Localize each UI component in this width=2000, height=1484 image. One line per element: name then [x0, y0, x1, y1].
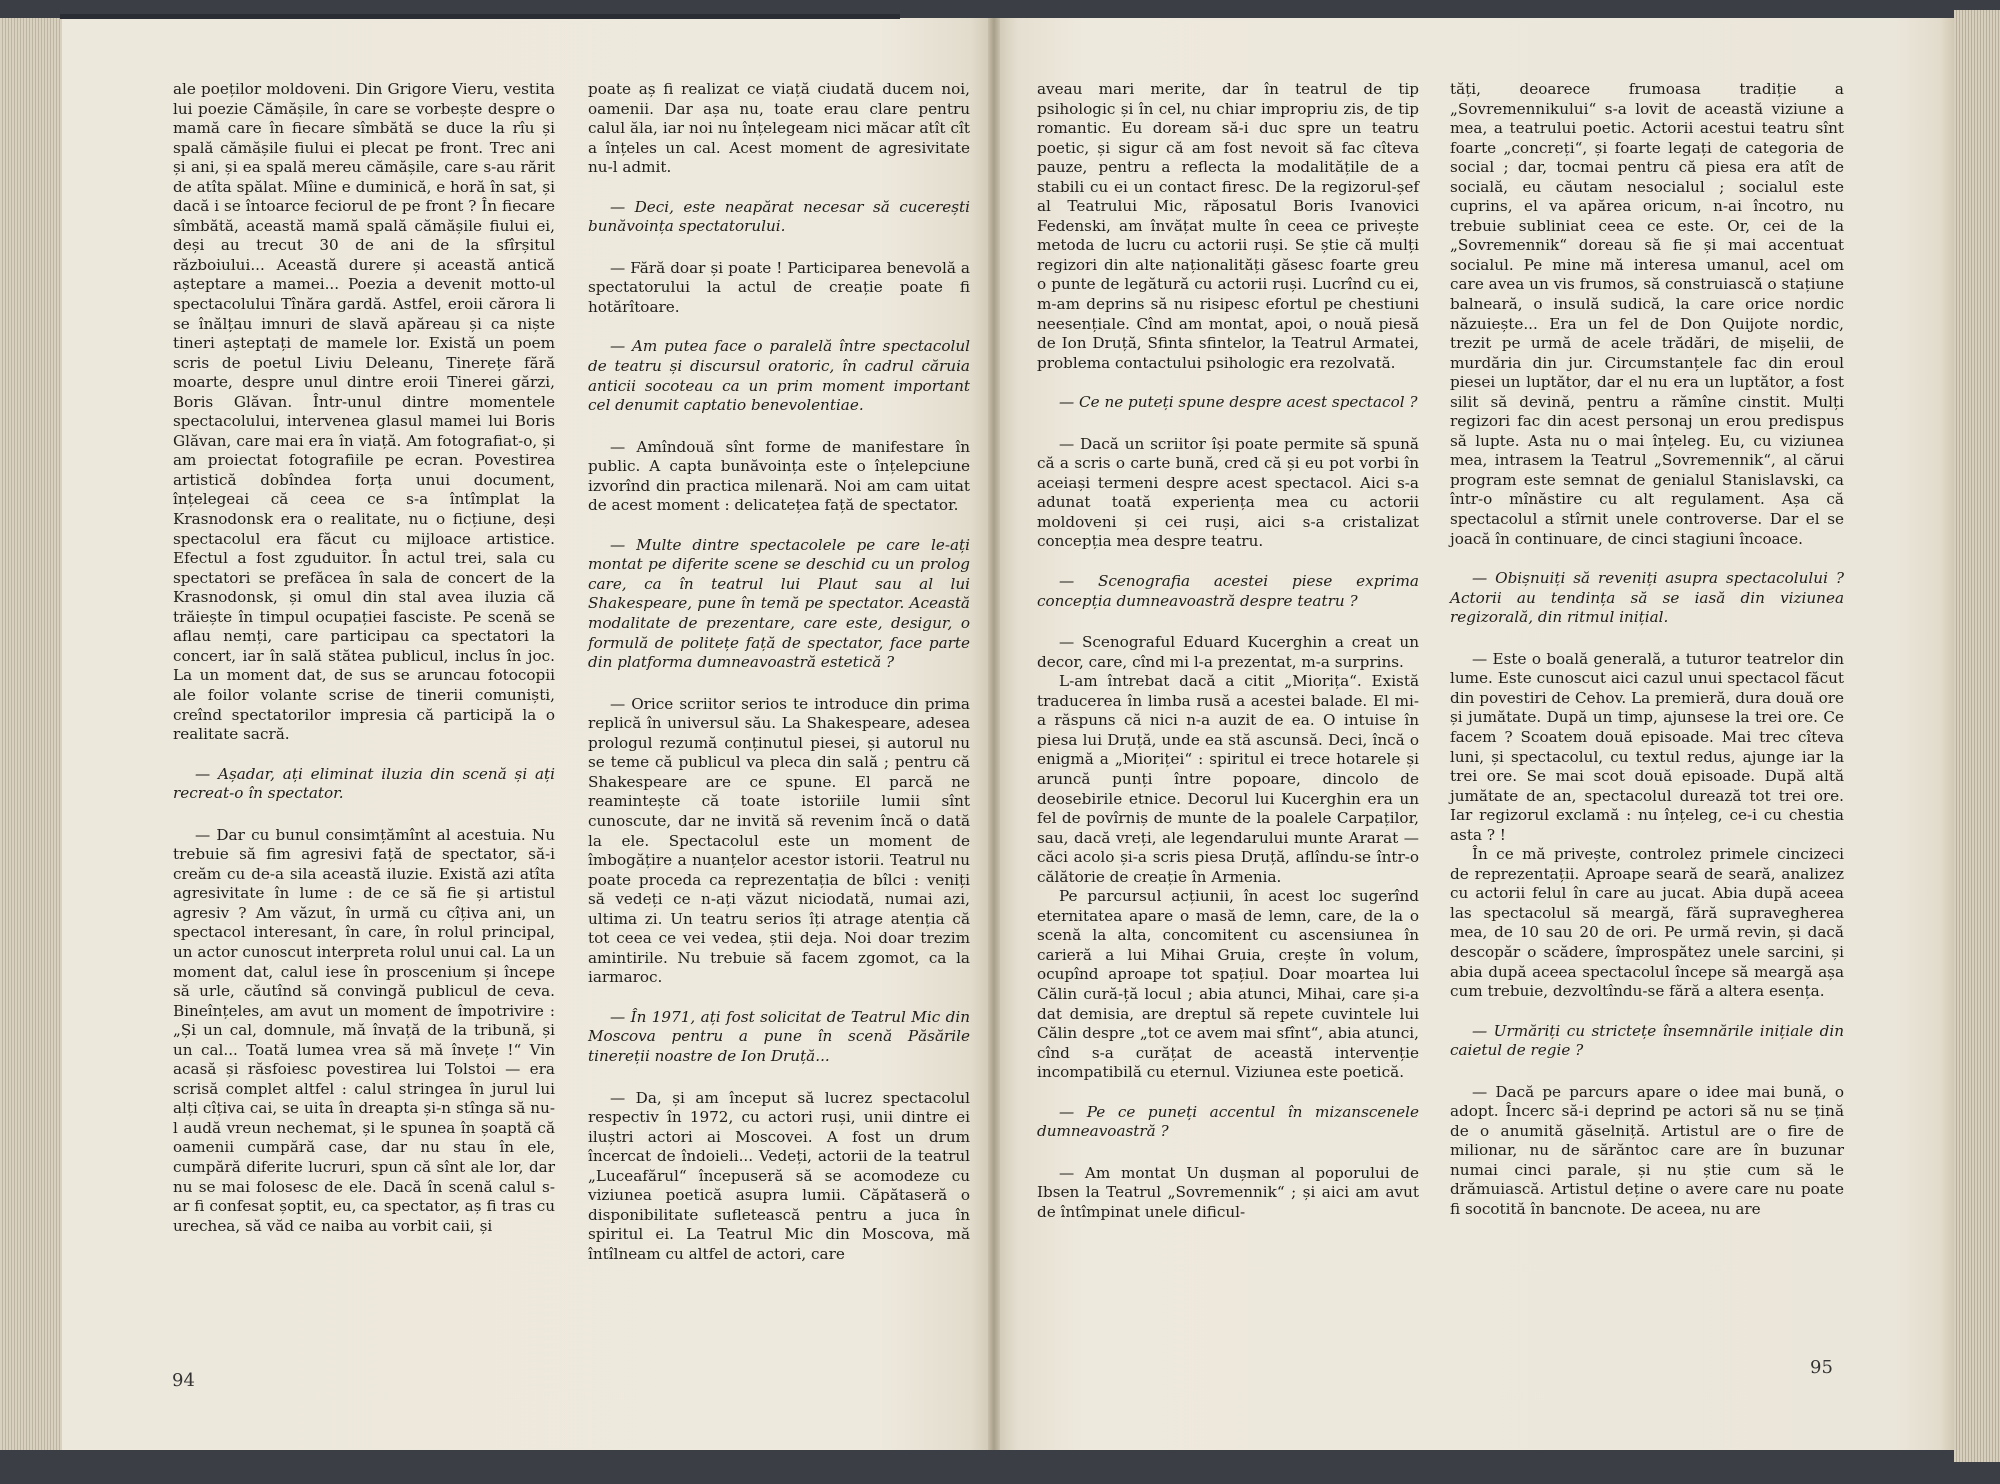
- interview-question: — Urmăriți cu strictețe însemnările inițiale din caietul de regie ?: [1450, 1021, 1844, 1060]
- book-page-edges-right: [1954, 10, 2000, 1462]
- text-column-1: [173, 80, 555, 1236]
- interview-question: — Deci, este neapărat necesar să cucerești bunăvoința spectatorului.: [588, 197, 970, 236]
- paragraph: — Este o boală generală, a tuturor teatrelor din lume. Este cunoscut aici cazul unui spectacol făcut din povestiri de Cehov. La premieră, dura două ore și jumătate. După un timp, ajunsese la trei ore. Ce facem ? Scoatem două episoade. Mai trec cîteva luni, și spectacolul, cu textul redus, ajunge iar la trei ore. Se mai scot două episoade. După altă jumătate de an, spectacolul durează tot trei ore. Iar regizorul exclamă : nu înțeleg, ce-i cu chestia asta ? !: [1450, 649, 1844, 844]
- interview-question: — Obișnuiți să reveniți asupra spectacolului ? Actorii au tendința să se iasă din viziunea regizorală, din ritmul inițial.: [1450, 569, 1844, 627]
- paragraph: ale poeților moldoveni. Din Grigore Vieru, vestita lui poezie Cămășile, în care se vorbește despre o mamă care în fiecare sîmbătă se duce la rîu și spală cămășile fiului ei plecat pe front. Trec ani și ani, și ea spală mereu cămășile, care s-au rărit de atîta spălat. Mîine e duminică, e horă în sat, și dacă i se întoarce feciorul de pe front ? În fiecare sîmbătă, această mamă spală cămășile fiului ei, deși au trecut 30 de ani de la sfîrșitul războiului... Această durere și această antică așteptare a mamei... Poezia a devenit motto-ul spectacolului Tînăra gardă. Astfel, eroii cărora li se înălțau imnuri de slavă apăreau și ca niște tineri așteptați de mamele lor. Există un poem scris de poetul Liviu Deleanu, Tinerețe fără moarte, despre unul dintre eroii Tinerei gărzi, Boris Glăvan. Într-unul dintre momentele spectacolului, intervenea glasul mamei lui Boris Glăvan, care mai era în viață. Am fotografiat-o, și am proiectat fotografiile pe ecran. Povestirea artistică dobîndea forța unui document, înțelegeai că ceea ce s-a întîmplat la Krasnodonsk era o realitate, nu o ficțiune, deși spectacolul era făcut cu mijloace artistice. Efectul a fost zguduitor. În actul trei, sala cu spectatori se prefăcea în sala de concert de la Krasnodonsk, și omul din stal avea iluzia că trăiește în timpul ocupației fasciste. Pe scenă se aflau nemți, care participau ca spectatori la concert, iar în sală stătea publicul, inclus în joc. La un moment dat, de sus se aruncau fotocopii ale foilor volante scrise de tinerii comuniști, creînd spectatorilor impresia că participă la o realitate sacră.: [173, 80, 555, 744]
- paragraph: — Am montat Un dușman al poporului de Ibsen la Teatrul „Sovremennik“ ; și aici am avut de întîmpinat unele dificul-: [1037, 1163, 1419, 1221]
- interview-question: — Scenografia acestei piese exprima concepția dumneavoastră despre teatru ?: [1037, 572, 1419, 610]
- paragraph: — Dar cu bunul consimțămînt al acestuia. Nu trebuie să fim agresivi față de spectator, să-i creăm cu de-a sila această iluzie. Există azi atîta agresivitate în lume : de ce să fie și artistul agresiv ? Am văzut, în urmă cu cîțiva ani, un spectacol interesant, în care, în rolul principal, un actor cunoscut interpreta rolul unui cal. La un moment dat, calul iese în proscenium și începe să urle, căutînd să convingă publicul de ceva. Bineînțeles, am avut un moment de împotrivire : „Și un cal, domnule, mă învață de la tribună, și un cal... Toată lumea vrea să mă învețe !“ Vin acasă și răsfoiesc povestirea lui Tolstoi — era scrisă complet altfel : calul stringea în jurul lui alți cîțiva cai, se uita în dreapta și-n stînga să nu-l audă vreun nechemat, și le spunea în șoaptă că oamenii cumpără case, dar nu stau în ele, cumpără diferite lucruri, spun că sînt ale lor, dar nu se mai folosesc de ele. Dacă în scenă calul s-ar fi confesat șoptit, eu, ca spectator, aș fi tras cu urechea, să văd ce naiba au vorbit caii, și: [173, 825, 555, 1235]
- page-number-right: 95: [1810, 1357, 1833, 1378]
- paragraph: — Da, și am început să lucrez spectacolul respectiv în 1972, cu actori ruși, unii dintre ei iluștri actori ai Moscovei. A fost un drum încercat de îndoieli... Vedeți, actorii de la teatrul „Luceafărul“ începuseră să se acomodeze cu viziunea poetică asupra lumii. Căpătaseră o disponibilitate sufletească pentru a juca în spiritul ei. La Teatrul Mic din Moscova, mă întîlneam cu altfel de actori, care: [588, 1088, 970, 1263]
- interview-question: — Pe ce puneți accentul în mizanscenele dumneavoastră ?: [1037, 1102, 1419, 1141]
- paragraph: — Amîndouă sînt forme de manifestare în public. A capta bunăvoința este o înțelepciune izvorînd din practica milenară. Noi am cam uitat de acest moment : delicatețea față de spectator.: [588, 437, 970, 515]
- text-column-2: [588, 80, 970, 1264]
- interview-question: — Am putea face o paralelă între spectacolul de teatru și discursul oratoric, în cadrul căruia anticii socoteau ca un prim moment important cel denumit captatio benevolentiae.: [588, 337, 970, 415]
- interview-question: — În 1971, ați fost solicitat de Teatrul Mic din Moscova pentru a pune în scenă Păsările tinereții noastre de Ion Druță...: [588, 1007, 970, 1065]
- paragraph: — Orice scriitor serios te introduce din prima replică în universul său. La Shakespeare, adesea prologul rezumă conținutul piesei, și autorul nu se teme că publicul va pleca din sală ; pentru că Shakespeare are ce spune. El parcă ne reamintește că toate istoriile lumii sînt cunoscute, dar ne invită să revenim încă o dată la ele. Spectacolul este un moment de îmbogățire a nuanțelor acestor istorii. Teatrul nu poate proceda ca reprezentația de bîlci : veniți să vedeți ce n-ați văzut niciodată, numai azi, ultima zi. Un teatru serios îți atrage atenția că tot ceea ce vei vedea, știi deja. Noi doar trezim amintirile. Nu trebuie să facem zgomot, ca la iarmaroc.: [588, 694, 970, 987]
- paragraph: poate aș fi realizat ce viață ciudată ducem noi, oamenii. Dar așa nu, toate erau clare pentru calul ăla, iar noi nu înțelegeam nici măcar atît cît a înțeles un cal. Acest moment de agresivitate nu-l admit.: [588, 80, 970, 177]
- book-page-edges-left: [0, 18, 62, 1450]
- paragraph: tăți, deoarece frumoasa tradiție a „Sovremennikului“ s-a lovit de această viziune a mea, a teatrului poetic. Actorii acestui teatru sînt foarte „concreți“, și foarte legați de categoria de social ; dar, tocmai pentru că piesa era atît de socială, eu căutam nesocialul ; socialul este cuprins, el va apărea oricum, n-ai încotro, nu trebuie subliniat ceea ce este. Or, cei de la „Sovremennik“ doreau să fie și mai accentuat socialul. Pe mine mă interesa umanul, acel om care avea un vis frumos, să construiască o stațiune balneară, o insulă sudică, la care orice nordic năzuiește... Era un fel de Don Quijote nordic, trezit pe urmă de acele trădări, de mișelii, de murdăria din jur. Circumstanțele fac din eroul piesei un luptător, dar el nu era un luptător, a fost silit să devină, pentru a rămîne cinstit. Mulți regizori fac din acest personaj un erou predispus să lupte. Asta nu o mai înțeleg. Eu, cu viziunea mea, intrasem la Teatrul „Sovremennik“, al cărui program este semnat de genialul Stanislavski, ca într-o mînăstire cu alt regulament. Așa că spectacolul a stîrnit unele controverse. Dar el se joacă în continuare, de cinci stagiuni încoace.: [1450, 80, 1844, 548]
- text-column-4: [1450, 80, 1844, 1220]
- page-number-left: 94: [172, 1370, 195, 1391]
- paragraph: Pe parcursul acțiunii, în acest loc sugerînd eternitatea apare o masă de lemn, care, de la o scenă la alta, concomitent cu ascensiunea în carieră a lui Mihai Gruia, crește în volum, ocupînd aproape tot spațiul. Doar moartea lui Călin cură-ță locul ; abia atunci, Mihai, care și-a dat demisia, are dreptul să repete cuvintele lui Călin despre „tot ce avem mai sfînt“, abia atunci, cînd s-a curățat de această intervenție incompatibilă cu eternul. Viziunea este poetică.: [1037, 887, 1419, 1082]
- paragraph: În ce mă privește, controlez primele cincizeci de reprezentații. Aproape seară de seară, analizez cu actorii felul în care au jucat. Abia după aceea las spectacolul să meargă, fără supravegherea mea, de 10 sau 20 de ori. Pe urmă revin, și dacă descopăr o scădere, împrospătez unele sarcini, și abia după aceea spectacolul începe să meargă așa cum trebuie, dezvoltîndu-se fără a altera esența.: [1450, 845, 1844, 1001]
- book-spine: [988, 18, 1000, 1450]
- paragraph: — Dacă pe parcurs apare o idee mai bună, o adopt. Încerc să-i deprind pe actori să nu se țină de o anumită găselniță. Artistul are o fire de milionar, nu de sărăntoc care are în buzunar numai cinci parale, și nu știe cum să le drămuiască. Artistul deține o avere care nu poate fi socotită în bancnote. De aceea, nu are: [1450, 1082, 1844, 1218]
- paragraph: — Scenograful Eduard Kucerghin a creat un decor, care, cînd mi l-a prezentat, m-a surprins.: [1037, 633, 1419, 671]
- text-column-3: [1037, 80, 1419, 1222]
- paragraph: L-am întrebat dacă a citit „Miorița“. Există traducerea în limba rusă a acestei balade. El mi-a răspuns că nici n-a auzit de ea. O intuise în piesa lui Druță, unde ea stă ascunsă. Deci, încă o enigmă a „Mioriței“ : spiritul ei trece hotarele și aruncă punți între popoare, dincolo de deosebirile etnice. Decorul lui Kucerghin era un fel de povîrniș de munte de la poalele Carpaților, sau, dacă vreți, ale legendarului munte Ararat — căci acolo și-a scris piesa Druță, aflîndu-se într-o călătorie de creație în Armenia.: [1037, 672, 1419, 886]
- interview-question: — Așadar, ați eliminat iluzia din scenă și ați recreat-o în spectator.: [173, 764, 555, 803]
- paragraph: — Fără doar și poate ! Participarea benevolă a spectatorului la actul de creație poate fi hotărîtoare.: [588, 258, 970, 316]
- paragraph: aveau mari merite, dar în teatrul de tip psihologic și în cel, nu chiar impropriu zis, de tip romantic. Eu doream să-i duc spre un teatru poetic, și sigur că am fost nevoit să fac cîteva pauze, pentru a reflecta la modalitățile de a stabili cu ei un contact firesc. De la regizorul-șef al Teatrului Mic, răposatul Boris Ivanovici Fedenski, am învățat multe în ceea ce privește metoda de lucru cu actorii ruși. Se știe că mulți regizori din alte naționalități găsesc foarte greu o punte de legătură cu actorii ruși. Lucrînd cu ei, m-am deprins să nu risipesc efortul pe chestiuni neesențiale. Cînd am montat, apoi, o nouă piesă de Ion Druță, Sfinta sfintelor, la Teatrul Armatei, problema contactului psihologic era rezolvată.: [1037, 80, 1419, 372]
- interview-question: — Ce ne puteți spune despre acest spectacol ?: [1059, 393, 1418, 412]
- header-rule: [60, 14, 900, 19]
- paragraph: — Dacă un scriitor își poate permite să spună că a scris o carte bună, cred că și eu pot vorbi în aceiași termeni despre acest spectacol. Aici s-a adunat toată experiența mea cu actorii moldoveni și cei ruși, aici s-a cristalizat concepția mea despre teatru.: [1037, 434, 1419, 551]
- interview-question: — Multe dintre spectacolele pe care le-ați montat pe diferite scene se deschid cu un prolog care, ca în teatrul lui Plaut sau al lui Shakespeare, pune în temă pe spectator. Această modalitate de prezentare, care este, desigur, o formulă de politețe față de spectator, face parte din platforma dumneavoastră estetică ?: [588, 535, 970, 672]
